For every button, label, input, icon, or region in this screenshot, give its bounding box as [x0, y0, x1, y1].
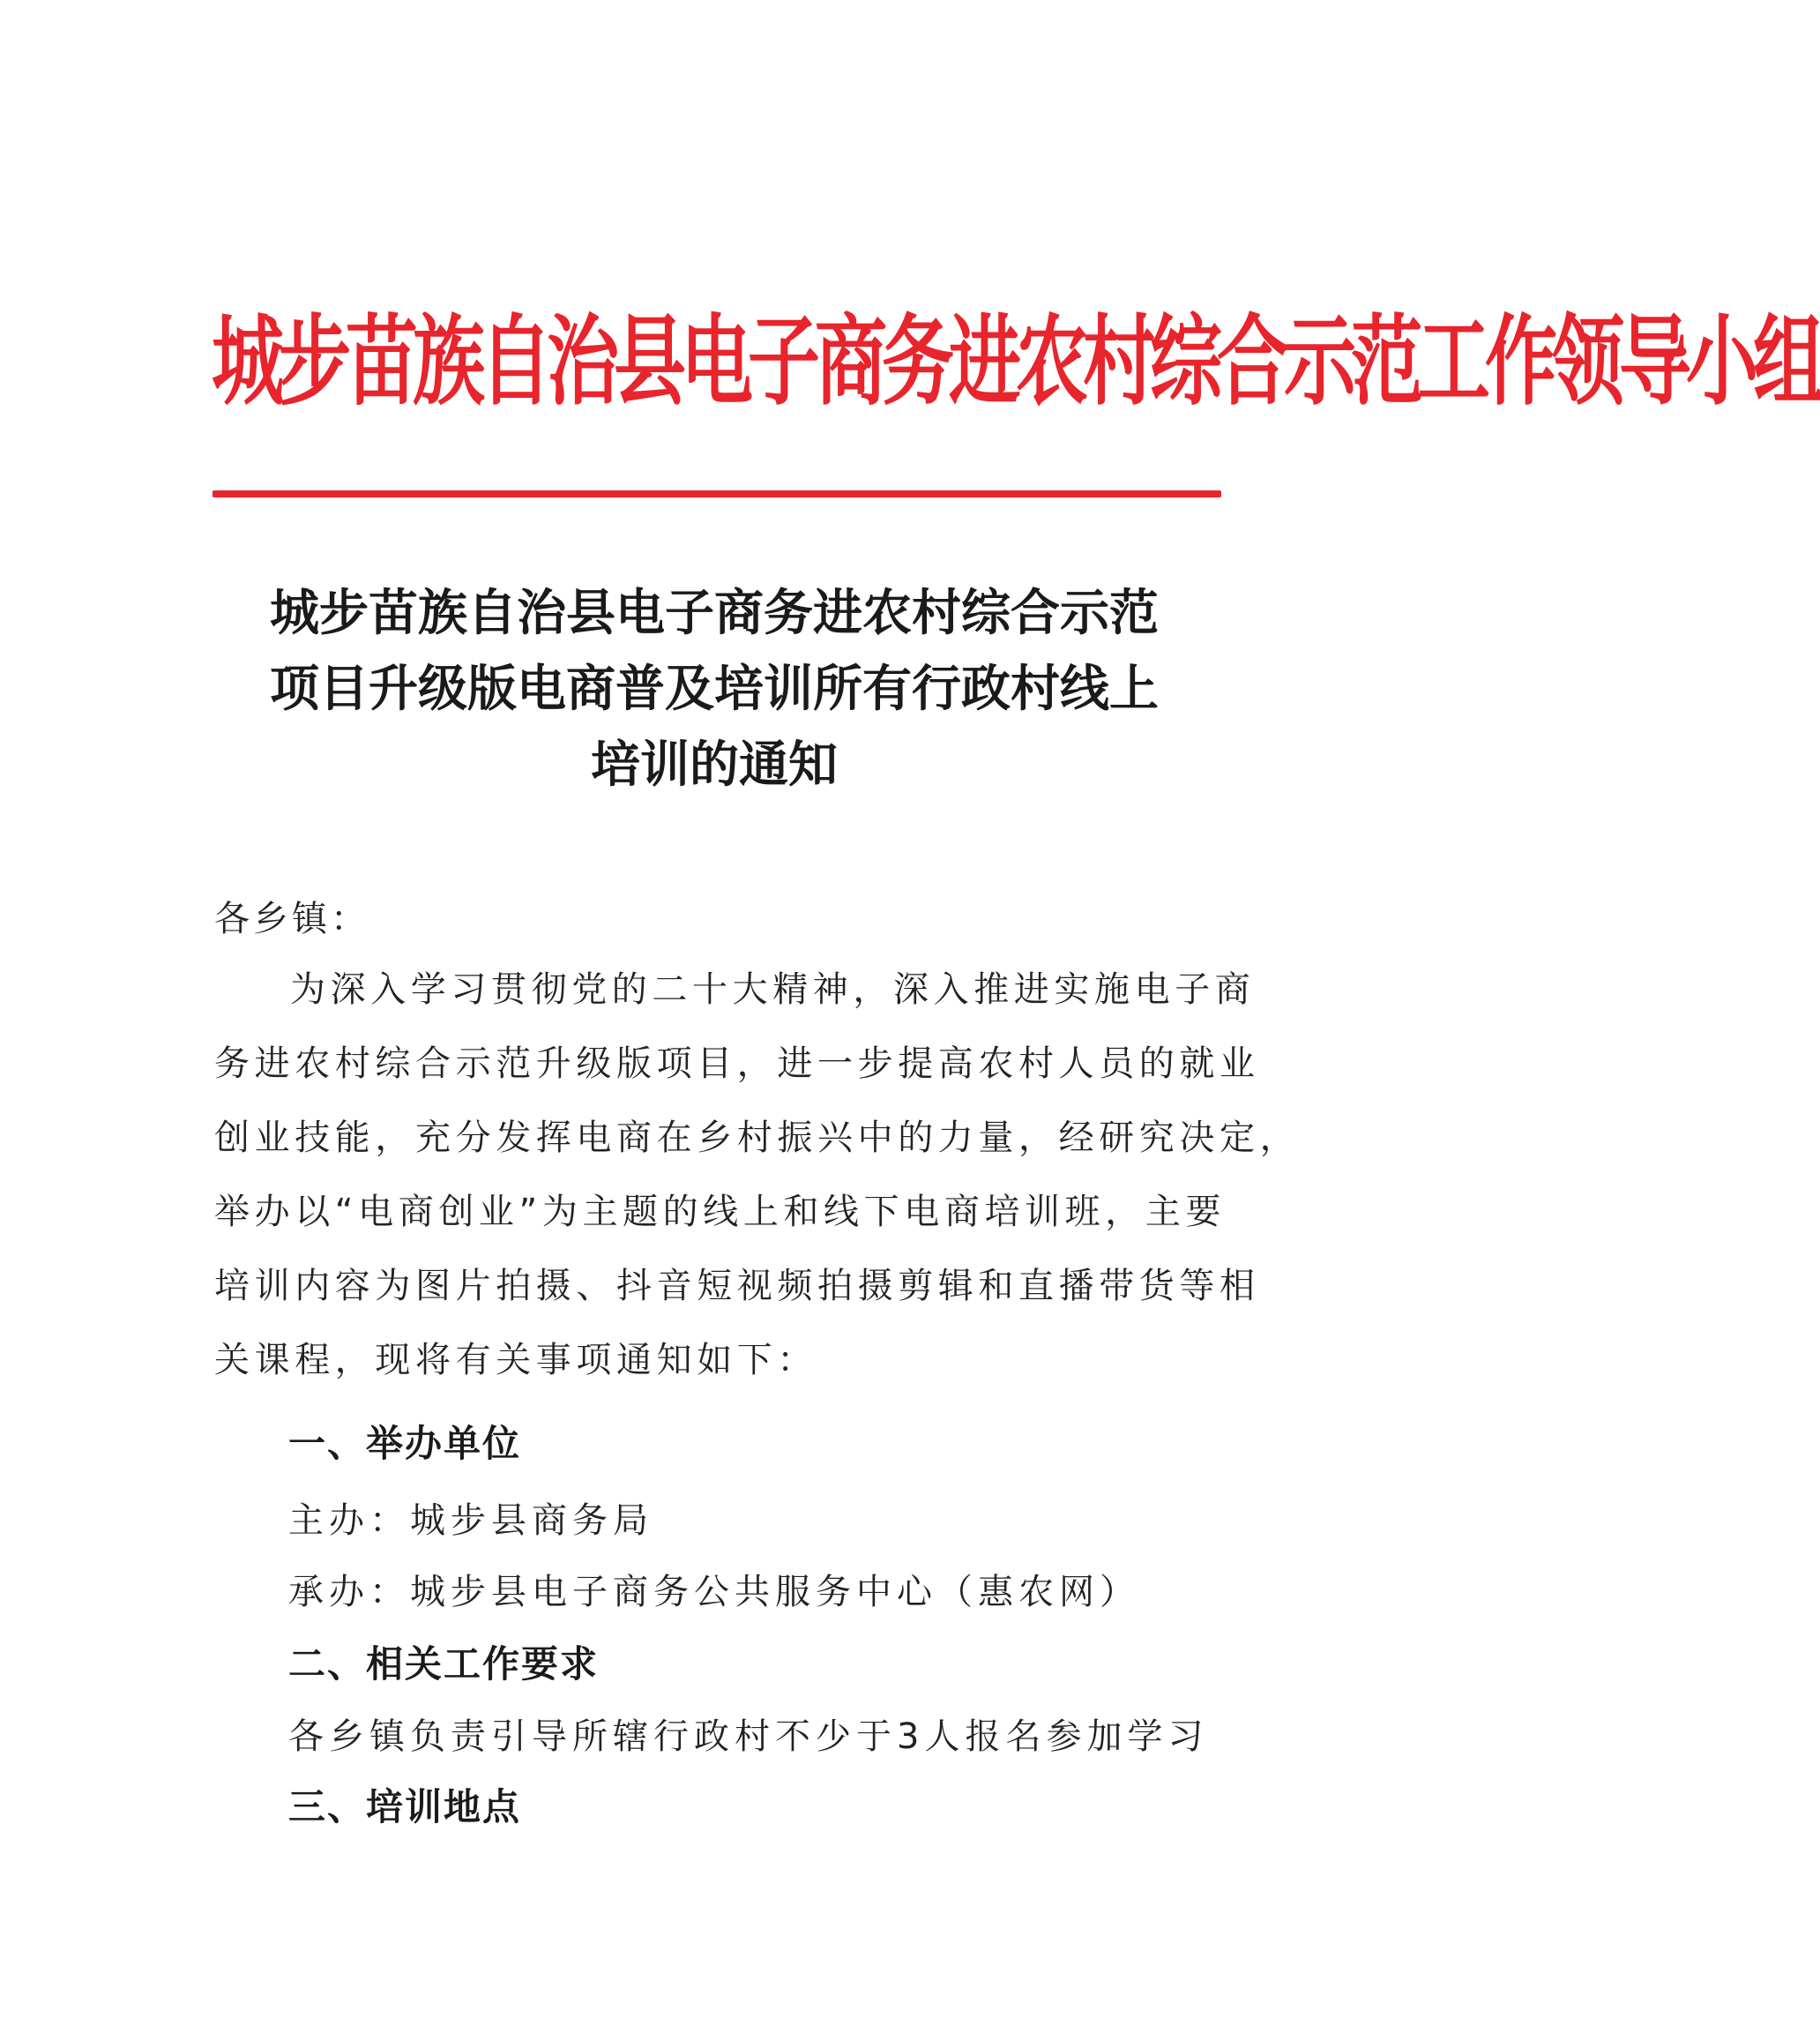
document-title [212, 575, 1217, 803]
section-heading-organizers: 一、举办单位 [288, 1422, 522, 1465]
paragraph-line: 为深入学习贯彻党的二十大精神，深入推进实施电子商 [290, 969, 1256, 1010]
paragraph-line: 培训内容为图片拍摄、抖音短视频拍摄剪辑和直播带货等相 [214, 1266, 1260, 1306]
requirement-line: 各乡镇负责引导所辖行政村不少于3人报名参加学习 [288, 1716, 1209, 1757]
title-line: 城步苗族自治县电子商务进农村综合示范 [270, 584, 1159, 642]
organization-header: 城步苗族自治县电子商务进农村综合示范工作领导小组 [212, 304, 1820, 419]
paragraph-line: 举办以“电商创业”为主题的线上和线下电商培训班，主要 [214, 1192, 1227, 1232]
intro-paragraph [214, 953, 1301, 1397]
section-heading-requirements: 二、相关工作要求 [288, 1642, 600, 1686]
salutation: 各乡镇： [214, 899, 369, 939]
red-divider-line [213, 490, 1221, 497]
paragraph-line: 创业技能，充分发挥电商在乡村振兴中的力量，经研究决定， [214, 1118, 1301, 1158]
section-heading-location: 三、培训地点 [288, 1785, 522, 1828]
paragraph-line: 关课程，现将有关事项通知如下： [214, 1340, 817, 1380]
host-line: 主办：城步县商务局 [288, 1500, 653, 1541]
co-host-line: 承办：城步县电子商务公共服务中心（惠农网） [288, 1572, 1140, 1612]
paragraph-line: 务进农村综合示范升级版项目，进一步提高农村人员的就业 [214, 1043, 1260, 1084]
title-line: 项目升级版电商普及培训所有行政村线上 [270, 660, 1159, 718]
title-line: 培训的通知 [591, 736, 838, 794]
